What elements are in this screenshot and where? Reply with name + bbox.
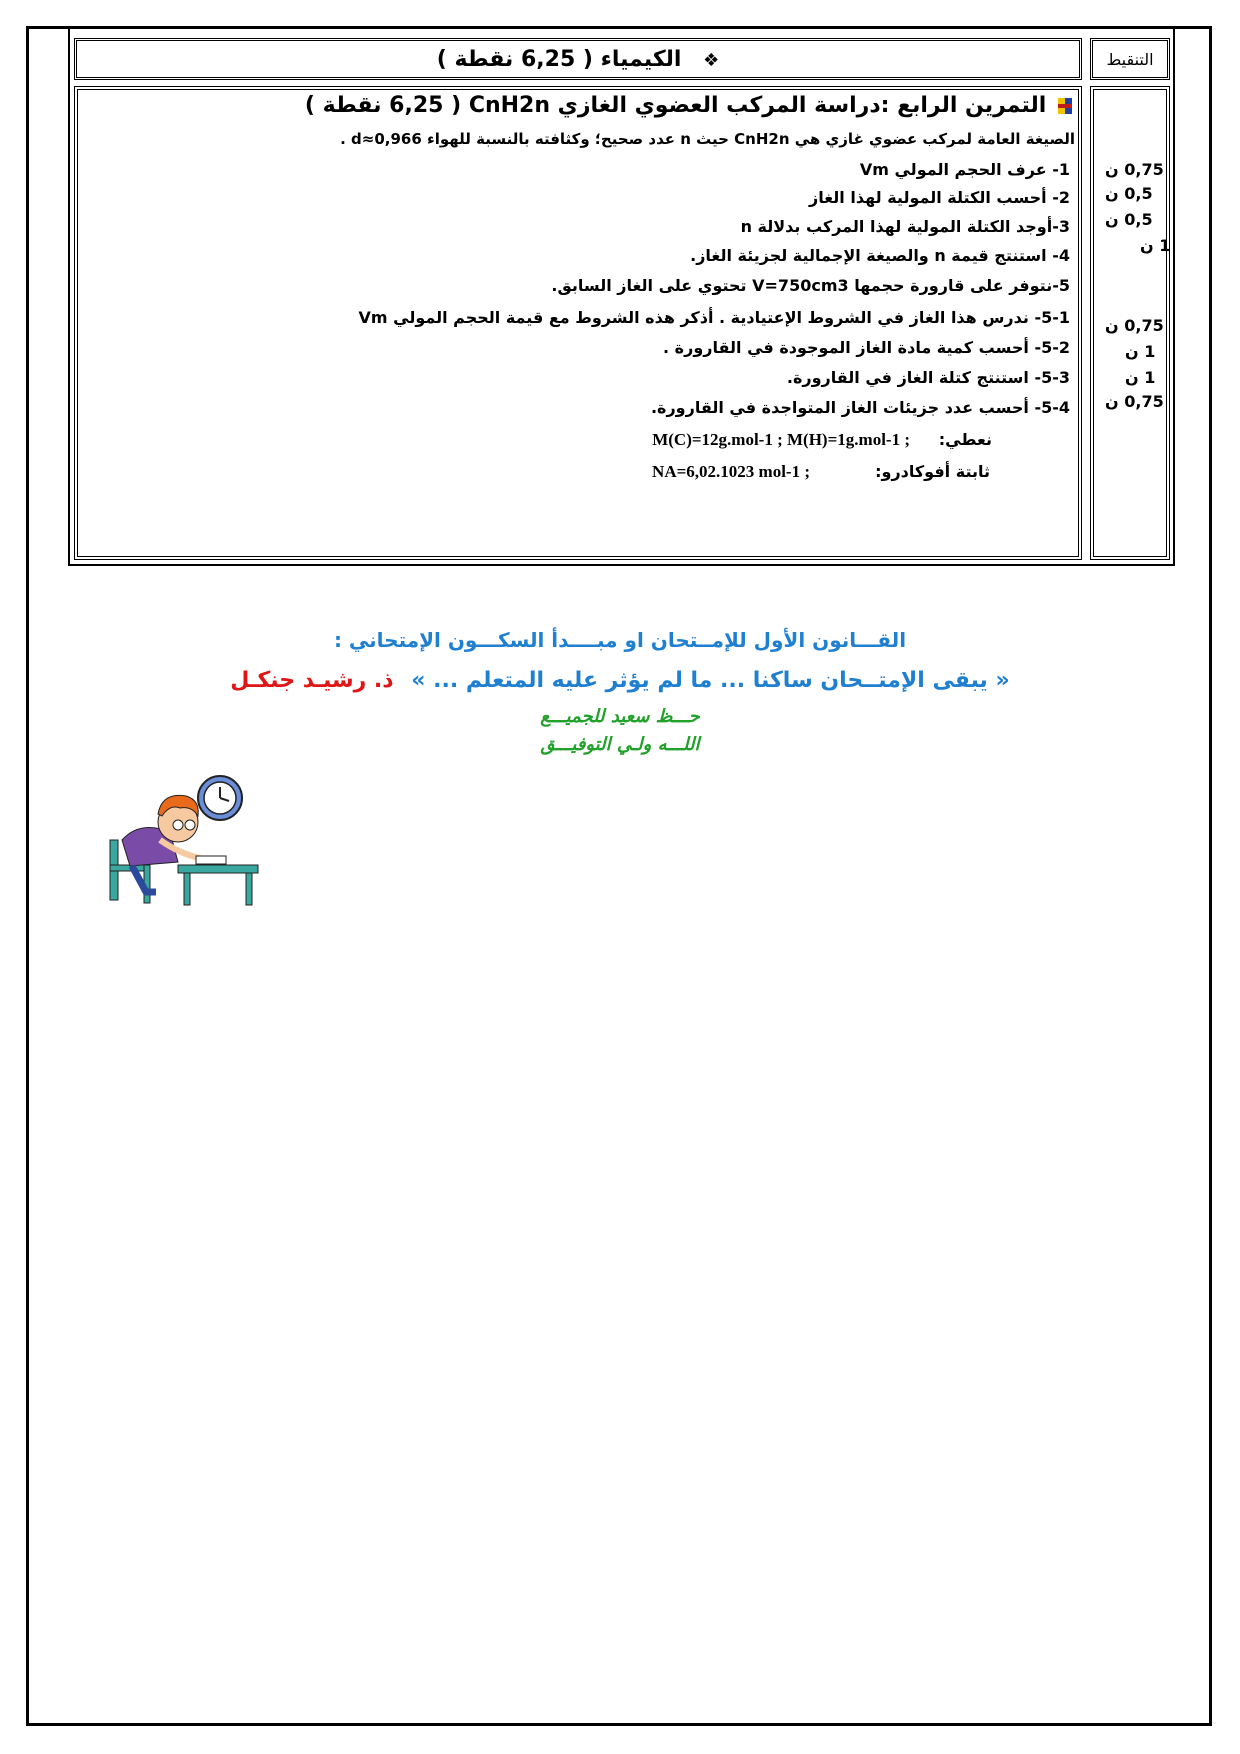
score-q5-4: 0,75 ن xyxy=(1105,392,1164,411)
law-quote: « يبقى الإمتــحان ساكنا ... ما لم يؤثر عليه المتعلم ... » xyxy=(411,668,1010,693)
question-3: 3-أوجد الكتلة المولية لهذا المركب بدلالة n xyxy=(740,217,1070,236)
score-q5-2: 1 ن xyxy=(1125,342,1156,361)
law-title: القـــانون الأول للإمــتحان او مبــــدأ السكـــون الإمتحاني : xyxy=(333,628,907,652)
score-q1: 0,75 ن xyxy=(1105,160,1164,179)
flag-icon xyxy=(1058,98,1072,114)
question-5-2: 5-2- أحسب كمية مادة الغاز الموجودة في القارورة . xyxy=(663,338,1070,357)
student-cartoon-icon xyxy=(100,770,270,910)
author-name: ذ. رشيـد جنكـل xyxy=(230,668,394,693)
blessing-line: اللـــه ولـي التوفيـــق xyxy=(540,734,700,755)
score-q4: 1 ن xyxy=(1140,236,1171,255)
question-5-1: 5-1- ندرس هذا الغاز في الشروط الإعتيادية . أذكر هذه الشروط مع قيمة الحجم المولي Vm xyxy=(358,308,1070,327)
question-2: 2- أحسب الكتلة المولية لهذا الغاز xyxy=(809,188,1070,207)
exercise-title-text: التمرين الرابع :دراسة المركب العضوي الغازي CnH2n ( 6,25 نقطة ) xyxy=(304,93,1047,118)
question-5-4: 5-4- أحسب عدد جزيئات الغاز المتواجدة في القارورة. xyxy=(650,398,1070,417)
question-1: 1- عرف الحجم المولي Vm xyxy=(859,160,1070,179)
bullet-icon: ❖ xyxy=(703,49,720,71)
exercise-title xyxy=(305,93,1072,118)
exercise-intro: الصيغة العامة لمركب عضوي غازي هي CnH2n حيث n عدد صحيح؛ وكثافته بالنسبة للهواء d≈0,966 . xyxy=(340,130,1075,148)
good-luck-line: حـــظ سعيد للجميـــع xyxy=(540,706,700,727)
given-values: M(C)=12g.mol-1 ; M(H)=1g.mol-1 ; xyxy=(652,430,910,449)
score-q2: 0,5 ن xyxy=(1105,184,1153,203)
question-4: 4- استنتج قيمة n والصيغة الإجمالية لجزيئة الغاز. xyxy=(690,246,1070,265)
law-quote-line xyxy=(0,668,1240,693)
section-title-text: الكيمياء ( 6,25 نقطة ) xyxy=(436,46,682,72)
avogadro-value: NA=6,02.1023 mol-1 ; xyxy=(652,462,810,481)
given-label: نعطي: xyxy=(938,430,992,449)
avogadro-label: ثابتة أفوكادرو: xyxy=(875,462,990,481)
section-header xyxy=(74,38,1082,80)
question-5: 5-نتوفر على قارورة حجمها V=750cm3 تحتوي على الغاز السابق. xyxy=(551,276,1070,295)
score-q5-1: 0,75 ن xyxy=(1105,316,1164,335)
question-5-3: 5-3- استنتج كتلة الغاز في القارورة. xyxy=(786,368,1070,387)
score-q5-3: 1 ن xyxy=(1125,368,1156,387)
section-title xyxy=(437,47,720,72)
score-column-header: التنقيط xyxy=(1090,38,1170,80)
score-q3: 0,5 ن xyxy=(1105,210,1153,229)
